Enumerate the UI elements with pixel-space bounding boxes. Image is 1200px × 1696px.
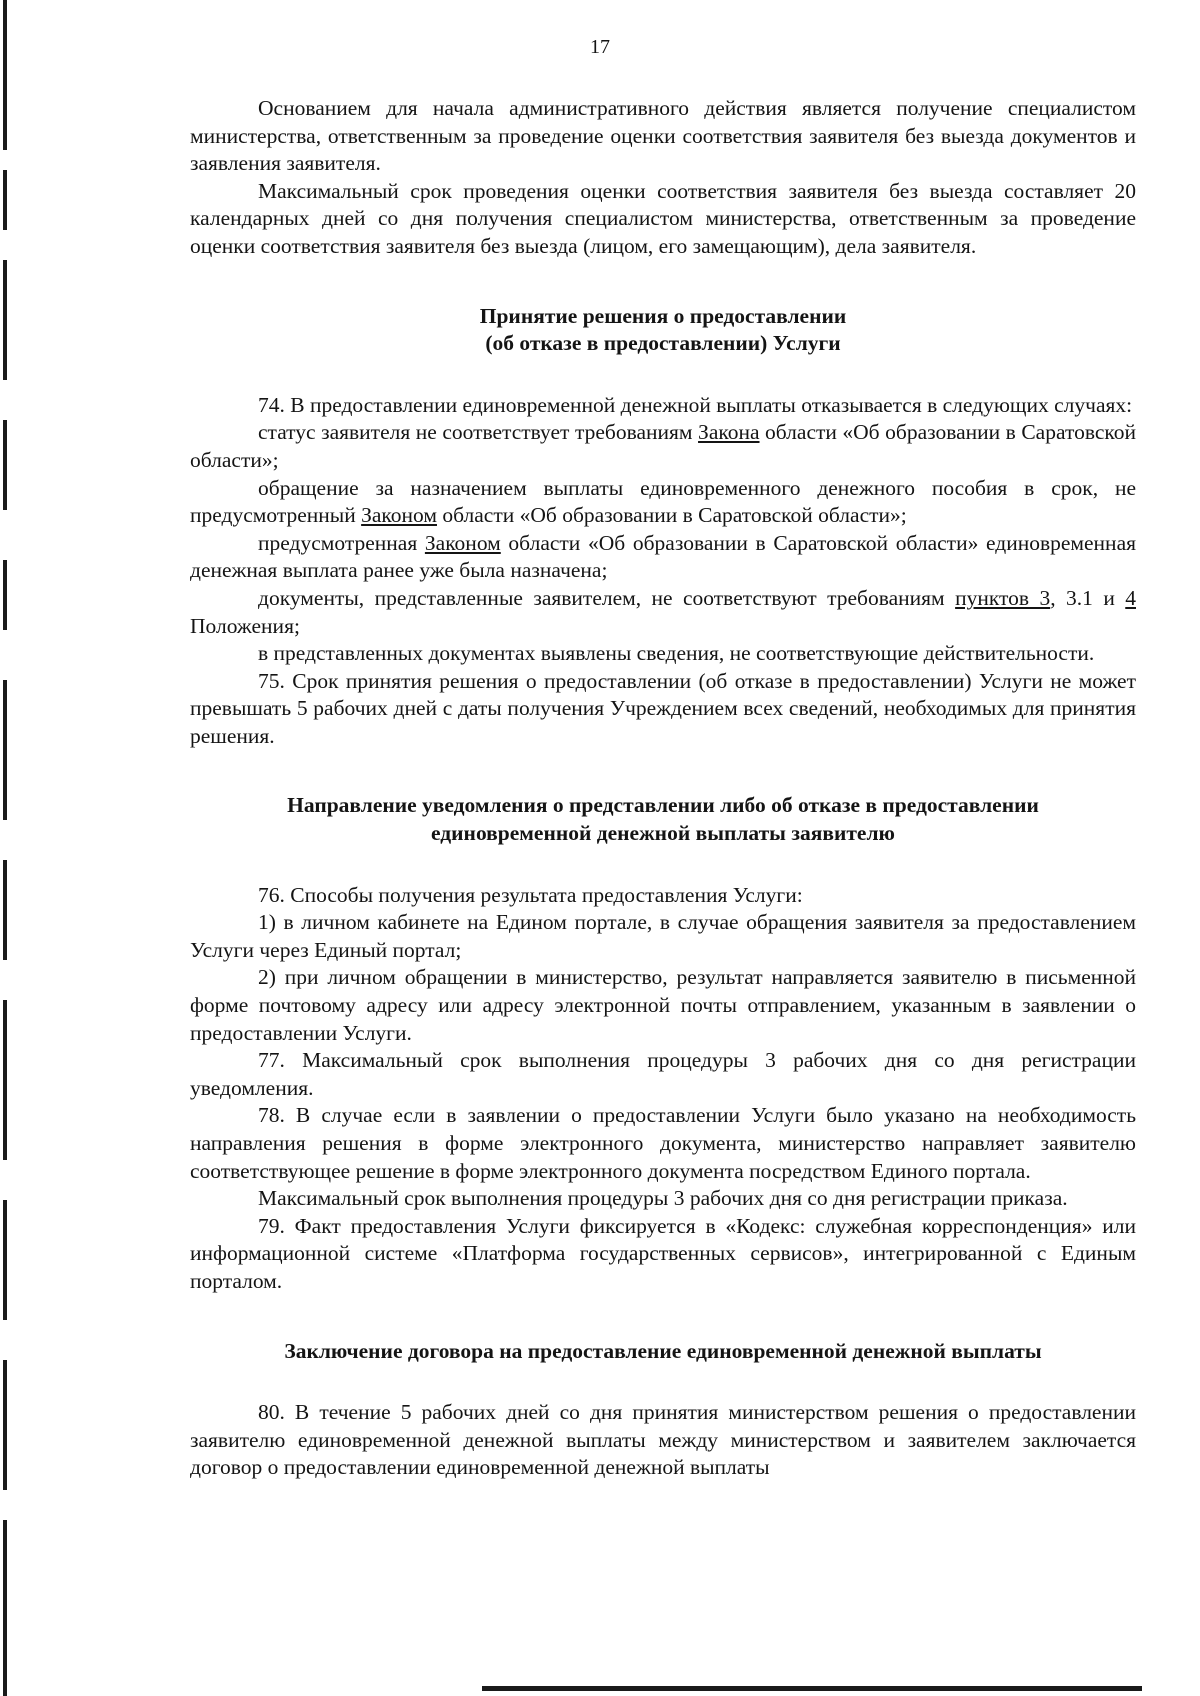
list-item: документы, представленные заявителем, не соответствуют требованиям пунктов 3, 3.1 и 4 Положения; [190,585,1136,638]
section-heading: Принятие решения о предоставлении (об отказе в предоставлении) Услуги [479,303,847,356]
section-heading: Заключение договора на предоставление единовременной денежной выплаты [284,1338,1042,1363]
section-heading: Направление уведомления о представлении либо об отказе в предоставлении единовременной денежной выплаты заявителю [287,793,1039,846]
clause-79: 79. Факт предоставления Услуги фиксируется в «Кодекс: служебная корреспонденция» или информационной системе «Платформа государственных сервисов», интегрированной с Единым порталом. [190,1213,1136,1293]
clause-link[interactable]: 4 [1125,585,1136,610]
clause-75: 75. Срок принятия решения о предоставлении (об отказе в предоставлении) Услуги не может превышать 5 рабочих дней с даты получения Учреждением всех сведений, необходимых для принятия решения. [190,668,1136,748]
clause-78: 78. В случае если в заявлении о предоставлении Услуги было указано на необходимость направления решения в форме электронного документа, министерство направляет заявителю соответствующее решение в форме электронного документа посредством Единого портала. [190,1103,1136,1183]
list-item: предусмотренная Законом области «Об образовании в Саратовской области» единовременная денежная выплата ранее уже была назначена; [190,530,1136,583]
paragraph: Основанием для начала административного действия является получение специалистом министерства, ответственным за проведение оценки соответствия заявителя без выезда документов и заявления заявителя. [190,96,1136,176]
scan-left-edge [0,0,16,1696]
document-body [190,95,1136,1482]
law-link[interactable]: Законом [361,503,437,528]
list-item: 2) при личном обращении в министерство, результат направляется заявителю в письменной форме почтовому адресу или адресу электронной почты отправлением, указанным в заявлении о предоставлении Услуги. [190,965,1136,1045]
list-item: 1) в личном кабинете на Едином портале, в случае обращения заявителя за предоставлением Услуги через Единый портал; [190,910,1136,962]
clause-77: 77. Максимальный срок выполнения процедуры 3 рабочих дня со дня регистрации уведомления. [190,1048,1136,1100]
clause-74: 74. В предоставлении единовременной денежной выплаты отказывается в следующих случаях: [258,392,1133,417]
clause-80: 80. В течение 5 рабочих дней со дня принятия министерством решения о предоставлении заявителю единовременной денежной выплаты между министерством и заявителем заключается договор о предоставлении единовременной денежной выплаты [190,1400,1136,1480]
list-item: обращение за назначением выплаты единовременного денежного пособия в срок, не предусмотренный Законом области «Об образовании в Саратовской области»; [190,475,1136,528]
clause-76: 76. Способы получения результата предоставления Услуги: [258,882,803,907]
law-link[interactable]: Законом [424,530,501,555]
scan-bottom-rule [482,1686,1142,1691]
law-link[interactable]: Закона [698,420,760,445]
paragraph: Максимальный срок проведения оценки соответствия заявителя без выезда составляет 20 календарных дней со дня получения специалистом министерства, ответственным за проведение оценки соответствия заявителя без выезда (лицом, его замещающим), дела заявителя. [190,178,1136,258]
page-number: 17 [590,36,610,58]
list-item: в представленных документах выявлены сведения, не соответствующие действительности. [258,641,1095,666]
list-item: статус заявителя не соответствует требованиям Закона области «Об образовании в Саратовской области»; [190,420,1136,472]
clause-link[interactable]: пунктов 3 [955,585,1051,610]
paragraph: Максимальный срок выполнения процедуры 3 рабочих дня со дня регистрации приказа. [258,1186,1068,1211]
